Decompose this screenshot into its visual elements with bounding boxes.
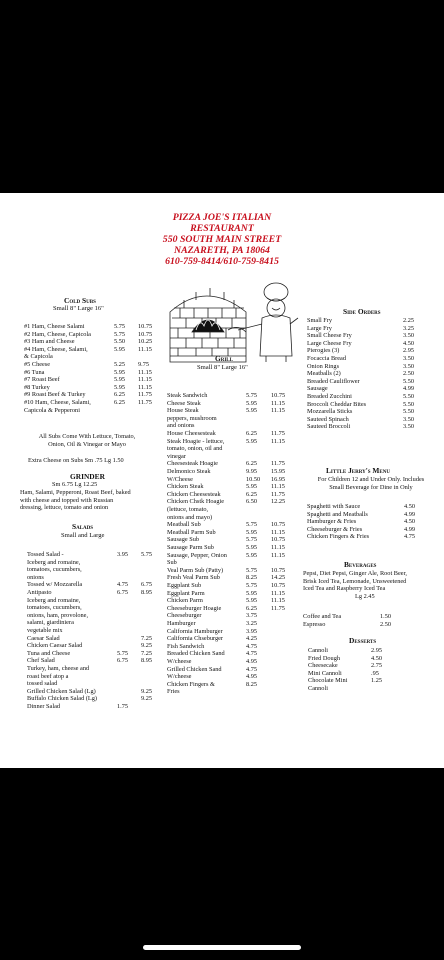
beverages-heading: Beverages (344, 560, 377, 569)
salad-item-large-price: 6.75 (141, 581, 153, 589)
grinder-desc-3: dressing, lettuce, tomato and onion (20, 504, 109, 512)
salad-item-name: onions (27, 573, 44, 581)
grill-item-small-price: 6.25 (246, 604, 258, 612)
grill-item-name: Breaded Chicken Sand (167, 650, 225, 658)
cold-sub-item-small-price: 6.25 (114, 391, 126, 399)
beverage-item-price: 2.50 (380, 620, 392, 628)
grill-item-name: vinegar (167, 452, 186, 460)
grill-item-name: Sausage Parm Sub (167, 544, 214, 551)
cold-subs-sizes: Small 8" Large 16" (53, 305, 104, 312)
desserts-heading: Desserts (349, 636, 377, 645)
grill-item-large-price: 10.75 (271, 521, 286, 529)
dessert-item-name: Mini Cannoli (308, 669, 342, 677)
dessert-item-price: 4.50 (371, 654, 383, 662)
grill-item-name: Hamburger (167, 620, 196, 627)
salad-item-name: Grilled Chicken Salad (Lg) (27, 687, 96, 695)
grill-item-small-price: 4.25 (246, 635, 258, 643)
grinder-heading: GRINDER (70, 472, 105, 481)
grill-item-large-price: 10.75 (271, 536, 286, 544)
side-order-item-price: 3.50 (403, 332, 415, 340)
grill-item-name: Cheeseburger (167, 612, 202, 620)
grill-item-large-price: 11.15 (271, 483, 285, 491)
grill-item-small-price: 5.75 (246, 582, 258, 589)
salad-item-name: Chef Salad (27, 657, 55, 665)
side-order-item-name: Large Cheese Fry (307, 339, 352, 347)
grill-item-name: Chicken Chstk Hoagie (167, 498, 225, 506)
cold-sub-item-large-price: 11.15 (138, 383, 152, 391)
grill-item-name: peppers, mushroom (167, 414, 217, 422)
grill-item-small-price: 10.50 (246, 475, 261, 483)
dessert-item-price: 2.95 (371, 647, 383, 654)
side-order-item-price: 3.50 (403, 362, 415, 370)
grill-item-name: Eggplant Sub (167, 582, 202, 589)
salad-item-name: Dinner Salad (27, 703, 61, 710)
cold-sub-item-name: #8 Turkey (24, 383, 50, 391)
grill-item-name: and onions (167, 422, 195, 430)
cold-sub-item-name: Capicola & Pepperoni (24, 406, 80, 414)
grill-item-large-price: 11.75 (271, 490, 285, 498)
cold-sub-item-small-price: 5.95 (114, 345, 126, 353)
salad-item-name: Tossed w/ Mozzarella (27, 581, 83, 589)
salad-item-large-price: 9.25 (141, 642, 153, 650)
grill-item-small-price: 5.75 (246, 536, 258, 544)
grill-item-large-price: 11.15 (271, 437, 285, 445)
little-jerrys-item-price: 4.75 (404, 533, 416, 541)
grill-item-name: Sausage, Pepper, Onion (167, 551, 227, 559)
salad-item-name: Tuna and Cheese (27, 649, 71, 657)
grill-item-small-price: 5.75 (246, 521, 258, 529)
restaurant-name-line2: RESTAURANT (190, 223, 254, 234)
beverage-item-price: 1.50 (380, 613, 392, 620)
grill-item-small-price: 5.95 (246, 483, 258, 491)
side-order-item-price: 4.99 (403, 385, 415, 393)
side-order-item-name: Mozzarella Sticks (307, 408, 353, 416)
cold-sub-item-small-price: 5.95 (114, 368, 126, 376)
grill-item-large-price: 11.15 (271, 407, 285, 415)
side-order-item-price: 5.50 (403, 408, 415, 416)
grill-item-large-price: 11.15 (271, 528, 285, 536)
grill-item-name: California Chseburger (167, 635, 224, 643)
home-indicator[interactable] (143, 945, 301, 950)
dessert-item-name: Fried Dough (308, 654, 341, 662)
grill-item-small-price: 5.75 (246, 392, 258, 399)
grill-item-name: Chicken Steak (167, 483, 204, 491)
cold-sub-item-small-price: 5.95 (114, 383, 126, 391)
salads-heading: Salads (72, 522, 94, 531)
side-order-item-price: 3.25 (403, 324, 415, 332)
grill-item-large-price: 11.75 (271, 604, 285, 612)
little-jerrys-desc-1: For Children 12 and Under Only. Includes (317, 476, 425, 483)
cold-sub-item-small-price: 6.25 (114, 399, 126, 406)
grill-item-name: Steak Hoagie - lettuce, (167, 437, 225, 445)
salad-item-name: Iceberg and romaine, (27, 596, 81, 604)
side-order-item-name: Breaded Zucchini (307, 393, 352, 400)
grill-item-small-price: 4.95 (246, 658, 258, 665)
dessert-item-name: Chocolate Mini (308, 677, 348, 685)
grill-item-name: House Cheesesteak (167, 430, 216, 437)
side-order-item-name: Meatballs (2) (307, 370, 341, 378)
cold-subs-note-2: Onion, Oil & Vinegar or Mayo (48, 440, 126, 448)
little-jerrys-item-price: 4.50 (404, 518, 416, 526)
salad-item-large-price: 5.75 (141, 551, 153, 558)
grill-item-name: tomato, onion, oil and (167, 445, 223, 453)
grill-item-large-price: 11.15 (271, 399, 285, 407)
grill-item-large-price: 15.95 (271, 468, 286, 475)
grill-item-name: Cheesesteak Hoagie (167, 460, 218, 468)
grill-item-large-price: 10.75 (271, 582, 286, 589)
grill-item-small-price: 5.95 (246, 407, 258, 415)
little-jerrys-item-name: Spaghetti and Meatballs (307, 510, 368, 518)
side-order-item-price: 3.50 (403, 355, 415, 362)
cold-subs-note-1: All Subs Come With Lettuce, Tomato, (38, 433, 136, 440)
grill-item-name: Grilled Chicken Sand (167, 665, 222, 673)
side-order-item-price: 4.50 (403, 339, 415, 347)
grill-item-name: House Steak (167, 407, 199, 415)
grill-item-name: Cheese Steak (167, 399, 201, 407)
extra-cheese-note: Extra Cheese on Subs Sm .75 Lg 1.50 (28, 457, 124, 464)
cold-sub-item-large-price: 11.75 (138, 399, 152, 406)
cold-sub-item-small-price: 5.75 (114, 330, 126, 338)
salad-item-name: vegetable mix (27, 627, 63, 634)
salad-item-name: salami, giardiniera (27, 619, 74, 627)
side-order-item-name: Pierogies (3) (307, 347, 340, 355)
grill-item-small-price: 8.25 (246, 680, 258, 688)
grill-item-large-price: 11.15 (271, 544, 285, 551)
salad-item-name: tomatoes, cucumbers, (27, 604, 82, 612)
beverages-desc-4: Lg 2.45 (355, 592, 375, 600)
side-order-item-name: Small Cheese Fry (307, 332, 352, 340)
grill-item-large-price: 14.25 (271, 574, 286, 582)
menu-sheet (0, 193, 444, 768)
restaurant-city: NAZARETH, PA 18064 (174, 245, 270, 256)
salad-item-small-price: 5.75 (117, 649, 129, 657)
beverages-desc-3: Iced Tea and Raspberry Iced Tea (303, 585, 386, 593)
cold-sub-item-name: #3 Ham and Cheese (24, 338, 75, 346)
salad-item-large-price: 9.25 (141, 687, 153, 695)
beverages-desc-1: Pepsi, Diet Pepsi, Ginger Ale, Root Beer, (303, 570, 407, 577)
little-jerrys-item-name: Cheeseburger & Fries (307, 525, 363, 533)
grill-item-name: Fresh Veal Parm Sub (167, 574, 220, 582)
salad-item-name: Tossed Salad - (27, 551, 64, 558)
grill-item-small-price: 6.25 (246, 430, 258, 437)
grill-item-small-price: 3.95 (246, 627, 258, 635)
side-order-item-name: Sauteed Broccoli (307, 423, 351, 431)
dessert-item-price: .95 (371, 669, 379, 677)
grill-item-small-price: 6.50 (246, 498, 258, 506)
cold-sub-item-name: #2 Ham, Cheese, Capicola (24, 330, 91, 338)
grill-item-name: W/Cheese (167, 475, 193, 483)
grill-item-large-price: 10.75 (271, 566, 286, 574)
side-order-item-name: Large Fry (307, 324, 332, 332)
salads-sizes: Small and Large (61, 532, 105, 539)
grinder-desc-1: Ham, Salami, Pepperoni, Roast Beef, baked (20, 489, 131, 496)
grill-item-name: Chicken Fingers & (167, 680, 215, 688)
grill-item-small-price: 6.25 (246, 460, 258, 468)
grill-item-small-price: 4.75 (246, 642, 258, 650)
salad-item-large-price: 7.25 (141, 634, 153, 642)
side-order-item-name: Sausage (307, 385, 328, 393)
grill-item-small-price: 5.95 (246, 589, 258, 597)
grill-item-large-price: 11.15 (271, 589, 285, 597)
cold-sub-item-large-price: 11.15 (138, 345, 152, 353)
salad-item-large-price: 7.25 (141, 649, 153, 657)
dessert-item-price: 1.25 (371, 677, 383, 685)
grill-item-large-price: 11.75 (271, 430, 285, 437)
salad-item-small-price: 4.75 (117, 581, 129, 589)
side-order-item-name: Breaded Cauliflower (307, 377, 360, 385)
grill-heading: Grill (215, 354, 233, 363)
grill-item-name: W/cheese (167, 673, 192, 681)
grill-item-small-price: 5.95 (246, 544, 258, 551)
cold-sub-item-large-price: 11.15 (138, 376, 152, 384)
grill-item-small-price: 4.75 (246, 665, 258, 673)
little-jerrys-item-price: 4.50 (404, 503, 416, 510)
grill-item-name: (lettuce, tomato, (167, 506, 209, 513)
cold-sub-item-name: #4 Ham, Cheese, Salami, (24, 345, 88, 353)
cold-sub-item-large-price: 10.25 (138, 338, 153, 346)
side-order-item-name: Focaccia Bread (307, 355, 346, 362)
grill-item-name: Cheeseburger Hoagie (167, 604, 222, 612)
grill-item-large-price: 11.15 (271, 551, 285, 559)
side-order-item-name: Small Fry (307, 317, 333, 324)
dessert-item-name: Cannoli (308, 647, 328, 654)
grill-item-large-price: 12.25 (271, 498, 286, 506)
restaurant-street: 550 SOUTH MAIN STREET (162, 234, 282, 245)
dessert-item-name: Cannoli (308, 685, 328, 692)
beverages-desc-2: Brisk Iced Tea, Lemonade, Unsweetened (303, 577, 407, 585)
grill-item-small-price: 4.75 (246, 650, 258, 658)
salad-item-small-price: 3.95 (117, 551, 129, 558)
grill-item-small-price: 4.95 (246, 673, 258, 681)
salad-item-small-price: 6.75 (117, 589, 129, 596)
cold-sub-item-name: #10 Ham, Cheese, Salami, (24, 399, 91, 406)
grill-item-small-price: 5.95 (246, 399, 258, 407)
salad-item-name: onions, ham, provolone, (27, 611, 89, 619)
grill-item-name: Sub (167, 559, 177, 567)
dessert-item-price: 2.75 (371, 662, 383, 670)
grill-item-name: Steak Sandwich (167, 392, 208, 399)
side-order-item-name: Broccoli Cheddar Bites (307, 400, 367, 408)
grill-item-small-price: 5.75 (246, 566, 258, 574)
cold-sub-item-small-price: 5.25 (114, 361, 126, 368)
grill-item-name: onions and mayo) (167, 513, 213, 521)
grill-item-small-price: 5.95 (246, 528, 258, 536)
grill-item-small-price: 3.75 (246, 612, 258, 620)
grill-item-name: Meatball Parm Sub (167, 528, 216, 536)
cold-sub-item-small-price: 5.75 (114, 323, 126, 330)
grill-item-name: Veal Parm Sub (Patty) (167, 566, 224, 574)
grill-item-small-price: 3.25 (246, 620, 258, 627)
salad-item-large-price: 8.95 (141, 657, 153, 665)
side-order-item-price: 2.95 (403, 347, 415, 355)
grill-item-small-price: 5.95 (246, 551, 258, 559)
grill-item-small-price: 5.95 (246, 597, 258, 605)
little-jerrys-item-name: Spaghetti with Sauce (307, 503, 361, 510)
side-order-item-price: 2.50 (403, 370, 415, 378)
side-order-item-price: 3.50 (403, 415, 415, 423)
grinder-prices: Sm 6.75 Lg 12.25 (52, 481, 98, 488)
restaurant-phone: 610-759-8414/610-759-8415 (165, 256, 279, 267)
side-order-item-name: Sauteed Spinach (307, 415, 349, 423)
side-order-item-price: 3.50 (403, 423, 415, 431)
grill-item-name: California Hamburger (167, 627, 223, 635)
cold-sub-item-large-price: 10.75 (138, 323, 153, 330)
little-jerrys-item-price: 4.99 (404, 510, 416, 518)
grill-item-small-price: 8.25 (246, 574, 258, 582)
grinder-desc-2: with cheese and topped with Russian (20, 496, 114, 504)
side-order-item-price: 2.25 (403, 317, 415, 324)
grill-item-name: Chicken Parm (167, 597, 203, 605)
salad-item-large-price: 8.95 (141, 589, 153, 596)
side-order-item-price: 5.50 (403, 400, 415, 408)
salad-item-large-price: 9.25 (141, 695, 153, 703)
grill-item-small-price: 6.25 (246, 490, 258, 498)
grill-sizes: Small 8" Large 16" (197, 364, 248, 371)
grill-item-name: W/cheese (167, 658, 192, 665)
cold-sub-item-large-price: 10.75 (138, 330, 153, 338)
cold-sub-item-name: #5 Cheese (24, 361, 51, 368)
salad-item-name: tossed salad (27, 680, 58, 688)
cold-sub-item-name: #9 Roast Beef & Turkey (24, 391, 86, 399)
grill-item-small-price: 9.95 (246, 468, 258, 475)
grill-item-large-price: 10.75 (271, 392, 286, 399)
restaurant-name-line1: PIZZA JOE'S ITALIAN (172, 212, 272, 223)
salad-item-small-price: 6.75 (117, 657, 129, 665)
salad-item-name: roast beef atop a (27, 672, 69, 680)
salad-item-name: Iceberg and romaine, (27, 558, 81, 566)
cold-sub-item-small-price: 5.50 (114, 338, 126, 346)
grill-item-name: Eggplant Parm (167, 589, 205, 597)
grill-item-large-price: 11.75 (271, 460, 285, 468)
side-order-item-price: 5.50 (403, 377, 415, 385)
little-jerrys-item-price: 4.99 (404, 525, 416, 533)
dessert-item-name: Cheesecake (308, 662, 338, 670)
salad-item-small-price: 1.75 (117, 703, 129, 710)
cold-sub-item-name: #1 Ham, Cheese Salami (24, 323, 85, 330)
cold-sub-item-large-price: 11.15 (138, 368, 152, 376)
little-jerrys-desc-2: Small Beverage for Dine in Only (329, 483, 413, 491)
grill-item-large-price: 11.15 (271, 597, 285, 605)
cold-subs-heading: Cold Subs (64, 296, 96, 305)
grill-item-large-price: 16.95 (271, 475, 286, 483)
beverage-item-name: Coffee and Tea (303, 613, 342, 620)
grill-item-name: Fries (167, 688, 180, 696)
grill-item-name: Fish Sandwich (167, 642, 205, 650)
salad-item-name: tomatoes, cucumbers, (27, 566, 82, 574)
grill-item-name: Meatball Sub (167, 521, 201, 529)
side-order-item-price: 5.50 (403, 393, 415, 400)
salad-item-name: Turkey, ham, cheese and (27, 665, 90, 672)
salad-item-name: Caesar Salad (27, 634, 60, 642)
salad-item-name: Chicken Caesar Salad (27, 642, 83, 650)
beverage-item-name: Espresso (303, 620, 326, 628)
cold-sub-item-large-price: 11.75 (138, 391, 152, 399)
cold-sub-item-name: #6 Tuna (24, 368, 45, 376)
cold-sub-item-name: & Capicola (24, 353, 53, 361)
salad-item-name: Antipasto (27, 589, 52, 596)
side-orders-heading: Side Orders (343, 307, 381, 316)
little-jerrys-item-name: Hamburger & Fries (307, 518, 357, 526)
grill-item-name: Chicken Cheesesteak (167, 490, 221, 498)
cold-sub-item-large-price: 9.75 (138, 361, 150, 368)
little-jerrys-heading: Little Jerry's Menu (326, 466, 390, 475)
grill-item-name: Sausage Sub (167, 536, 200, 544)
side-order-item-name: Onion Rings (307, 362, 340, 370)
grill-item-name: Delmonico Steak (167, 468, 211, 475)
grill-item-small-price: 5.95 (246, 437, 258, 445)
pizza-oven-chef-illustration (166, 278, 300, 364)
cold-sub-item-small-price: 5.95 (114, 376, 126, 384)
cold-sub-item-name: #7 Roast Beef (24, 376, 60, 384)
salad-item-name: Buffalo Chicken Salad (Lg) (27, 695, 98, 703)
little-jerrys-item-name: Chicken Fingers & Fries (307, 533, 370, 541)
